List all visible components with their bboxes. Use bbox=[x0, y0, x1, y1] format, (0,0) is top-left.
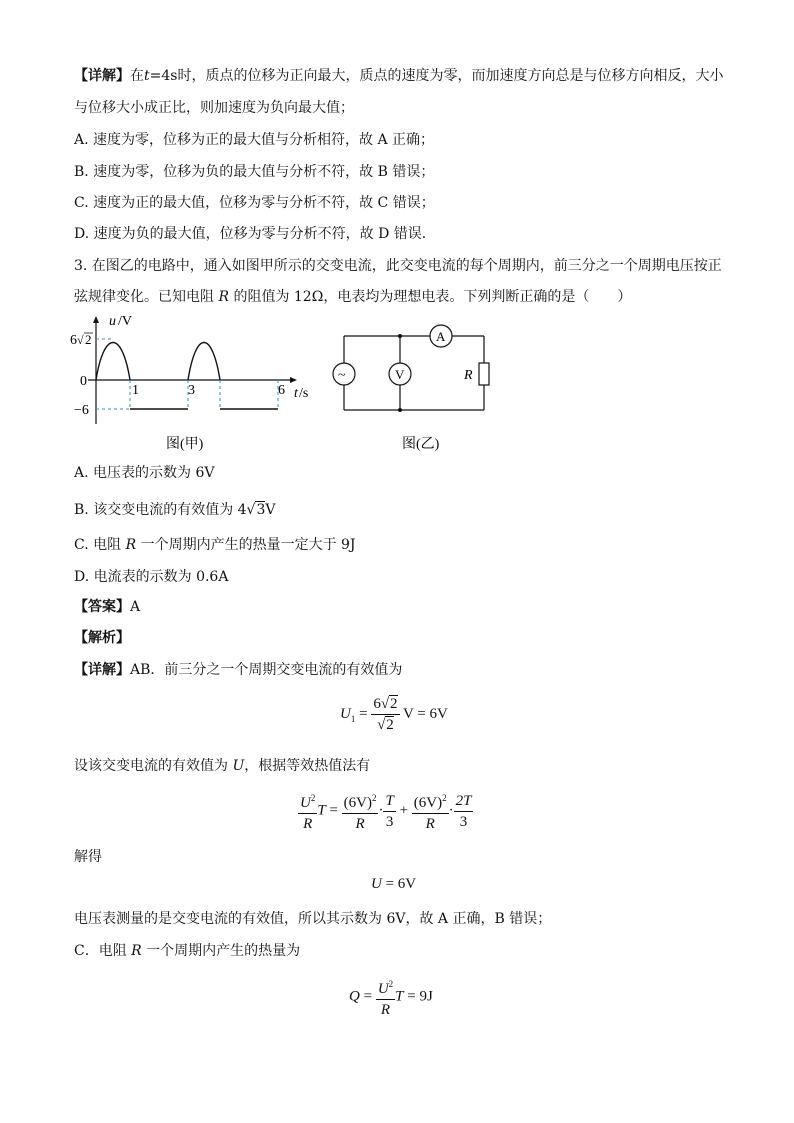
fraction-u1: $\frac{6√2}{√2}$ bbox=[373, 696, 398, 733]
x-tick-6: 6 bbox=[278, 383, 285, 398]
resistor-label: R bbox=[464, 368, 473, 383]
figure-b-caption: 图(乙) bbox=[402, 437, 440, 452]
x-tick-1: 1 bbox=[132, 383, 139, 398]
ac-source-symbol: ~ bbox=[338, 368, 346, 383]
voltmeter-conclusion: 电压表测量的是交变电流的有效值，所以其示数为 6V，故 A 正确，B 错误； bbox=[74, 911, 552, 927]
y-tick-top-coef: 6 bbox=[70, 333, 77, 348]
figure-a-caption: 图(甲) bbox=[166, 437, 204, 452]
question-3-line2: 弦规律变化。已知电阻 R 的阻值为 12Ω，电表均为理想电表。下列判断正确的是（ ） bbox=[74, 289, 632, 305]
prev-option-b: B. 速度为零，位移为负的最大值与分析不符，故 B 错误； bbox=[74, 164, 435, 180]
solve-label: 解得 bbox=[74, 849, 102, 865]
question-3-line1: 3. 在图乙的电路中，通入如图甲所示的交变电流，此交变电流的每个周期内，前三分之一个周期电压按正 bbox=[74, 258, 722, 274]
sine-hump-1 bbox=[96, 343, 130, 381]
resistor-icon bbox=[479, 363, 489, 385]
voltmeter-label: V bbox=[395, 367, 405, 382]
answer-tag: 【答案】 bbox=[74, 599, 130, 615]
equation-u1: $U_1$ = $\frac{6√2}{√2}$ V = 6V bbox=[340, 696, 448, 733]
y-axis-unit: /V bbox=[118, 314, 132, 329]
prev-option-a: A. 速度为零，位移为正的最大值与分析相符，故 A 正确； bbox=[74, 132, 435, 148]
y-tick-top-sqrt: √ bbox=[77, 333, 84, 347]
ammeter-label: A bbox=[436, 329, 446, 344]
figure-a-waveform bbox=[66, 312, 326, 460]
prev-option-d: D. 速度为负的最大值，位移为零与分析不符，故 D 错误． bbox=[74, 226, 436, 242]
equation-u-result: U = 6V bbox=[371, 876, 417, 892]
option-b: B. 该交变电流的有效值为 4√3V bbox=[74, 502, 276, 518]
detail-paragraph-line2: 与位移大小成正比，则加速度为负向最大值； bbox=[74, 100, 354, 116]
analysis-tag: 【解析】 bbox=[74, 630, 130, 646]
option-d: D. 电流表的示数为 0.6A bbox=[74, 569, 229, 585]
option-c: C. 电阻 R 一个周期内产生的热量一定大于 9J bbox=[74, 537, 356, 553]
detail-paragraph: 【详解】在t=4s时，质点的位移为正向最大，质点的速度为零，而加速度方向总是与位移方向相反，大小 bbox=[74, 68, 724, 84]
y-tick-neg: −6 bbox=[74, 403, 89, 418]
detail-tag: 【详解】 bbox=[74, 68, 130, 84]
prev-option-c: C. 速度为正的最大值，位移为零与分析不符，故 C 错误； bbox=[74, 195, 435, 211]
answer bbox=[74, 597, 140, 617]
equation-heat-equivalence: $\frac{U^2}{R}$ T = $\frac{(6V)^2}{R}$ · $\frac{T}{3}$ + $\frac{(6V)^2}{R}$ · $\frac{2T}{3}$ bbox=[298, 788, 473, 834]
x-axis-label: t bbox=[294, 386, 298, 401]
figure-b-circuit bbox=[330, 322, 510, 460]
sine-hump-2 bbox=[188, 343, 220, 381]
equation-heat-q: Q = $\frac{U^2}{R}$ T = 9J bbox=[349, 974, 433, 1020]
solution-intro: 【详解】AB．前三分之一个周期交变电流的有效值为 bbox=[74, 662, 403, 678]
y-tick-zero: 0 bbox=[80, 374, 87, 389]
x-axis-unit: /s bbox=[299, 386, 309, 401]
answer-value: A bbox=[130, 599, 141, 615]
x-tick-3: 3 bbox=[188, 383, 195, 398]
option-a: A. 电压表的示数为 6V bbox=[74, 465, 215, 481]
y-axis-label: u bbox=[109, 314, 116, 329]
solution-c-intro: C．电阻 R 一个周期内产生的热量为 bbox=[74, 943, 301, 959]
set-effective-value: 设该交变电流的有效值为 U，根据等效热值法有 bbox=[74, 758, 371, 774]
y-tick-top-rad: 2 bbox=[85, 332, 92, 347]
